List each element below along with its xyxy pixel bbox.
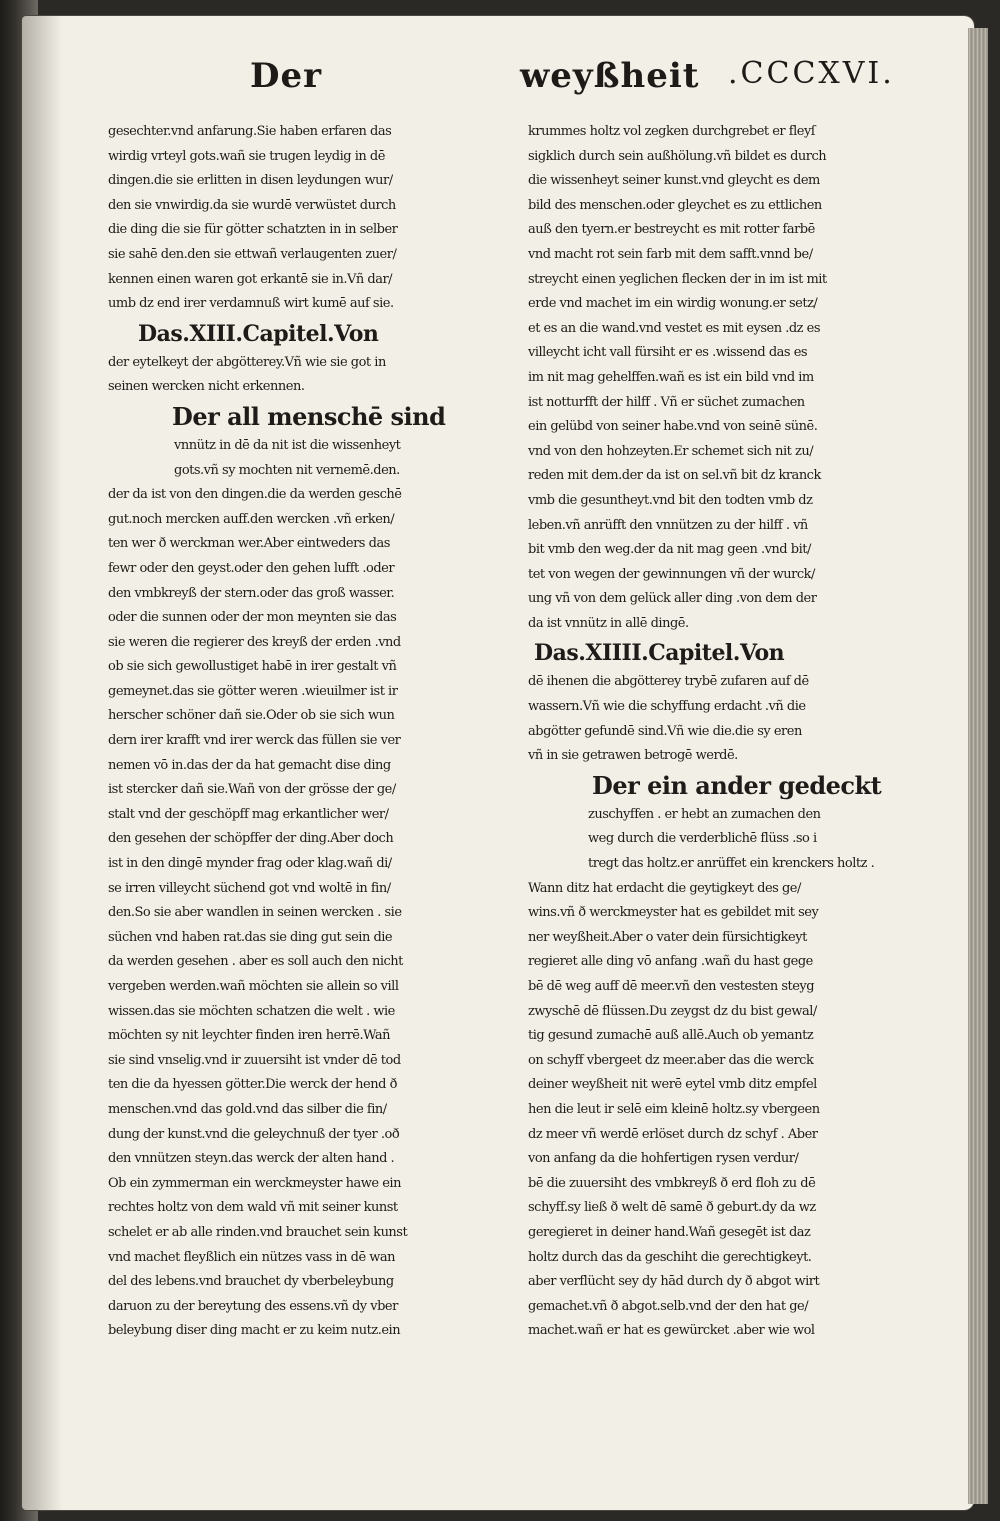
chapter-opening-xiiii: Der ein ander gedeckt <box>592 770 882 800</box>
left-text-block-a <box>108 120 460 317</box>
text-line: weg durch die verderblichē flüss .so i <box>588 831 817 847</box>
text-line: den gesehen der schöpffer der ding.Aber doch <box>108 831 394 847</box>
text-line: ein gelübd von seiner habe.vnd von seinē sünē. <box>528 419 818 435</box>
text-line: da werden gesehen . aber es soll auch den nicht <box>108 954 403 970</box>
text-line: vnd machet fleyßlich ein nützes vass in dē wan <box>108 1249 396 1265</box>
text-line: zuschyffen . er hebt an zumachen den <box>588 806 821 822</box>
text-line: von anfang da die hohfertigen rysen verdur/ <box>528 1151 799 1167</box>
text-line: holtz durch das da geschiht die gerechtigkeyt. <box>528 1249 812 1265</box>
text-line: geregieret in deiner hand.Wañ gesegēt ist daz <box>528 1224 811 1240</box>
text-line: ner weyßheit.Aber o vater dein fürsichtigkeyt <box>528 929 807 945</box>
right-text-block-c <box>528 803 874 877</box>
text-line: sie sind vnselig.vnd ir zuuersiht ist vnder dē tod <box>108 1052 401 1068</box>
text-line: vnnütz in dē da nit ist die wissenheyt <box>174 437 401 453</box>
text-line: bē die zuuersiht des vmbkreyß ð erd floh zu dē <box>528 1175 816 1191</box>
text-line: machet.wañ er hat es gewürcket .aber wie wol <box>528 1323 815 1339</box>
text-line: Wann ditz hat erdacht die geytigkeyt des ge/ <box>528 880 801 896</box>
text-line: hen die leut ir selē eim kleinē holtz.sy vbergeen <box>528 1101 820 1117</box>
left-text-block-c <box>108 434 460 483</box>
right-column <box>528 120 882 1344</box>
page-fore-edge <box>968 28 988 1504</box>
text-line: tet von wegen der gewinnungen vñ der wurck/ <box>528 566 815 582</box>
text-line: den.So sie aber wandlen in seinen wercken . sie <box>108 905 402 921</box>
text-line: deiner weyßheit nit werē eytel vmb ditz empfel <box>528 1077 817 1093</box>
text-line: schelet er ab alle rinden.vnd brauchet sein kunst <box>108 1224 408 1240</box>
text-line: del des lebens.vnd brauchet dy vberbeleybung <box>108 1274 394 1290</box>
chapter-opening-xiii: Der all menschē sind <box>172 401 446 431</box>
text-line: vergeben werden.wañ möchten sie allein so vill <box>108 979 399 994</box>
text-line: gemeynet.das sie götter weren .wieuilmer ist ir <box>108 683 398 699</box>
text-line: vmb die gesuntheyt.vnd bit den todten vmb dz <box>528 492 813 508</box>
text-line: im nit mag gehelffen.wañ es ist ein bild vnd im <box>528 369 814 385</box>
text-line: dung der kunst.vnd die geleychnuß der tyer .oð <box>108 1126 400 1142</box>
text-line: sie sahē den.den sie ettwañ verlaugenten zuer/ <box>108 246 397 262</box>
running-head-left: Der <box>250 56 323 96</box>
text-line: reden mit dem.der da ist on sel.vñ bit dz kranck <box>528 468 821 484</box>
text-line: ung vñ von dem gelück aller ding .von dem der <box>528 591 817 607</box>
left-text-block-d <box>108 483 460 1344</box>
chapter-summary-xiii <box>108 351 460 400</box>
text-line: möchten sy nit leychter finden iren herrē.Wañ <box>108 1028 390 1044</box>
text-line: oder die sunnen oder der mon meynten sie das <box>108 610 397 626</box>
text-line: ist in den dingē mynder frag oder klag.wañ di/ <box>108 856 392 872</box>
text-line: ten wer ð werckman wer.Aber eintweders das <box>108 536 390 552</box>
text-line: bild des menschen.oder gleychet es zu ettlichen <box>528 197 822 213</box>
folio-number: .CCCXVI. <box>728 56 895 91</box>
text-line: gesechter.vnd anfarung.Sie haben erfaren das <box>108 124 392 139</box>
gutter-shadow <box>22 16 62 1510</box>
text-line: bē dē weg auff dē meer.vñ den vestesten steyg <box>528 979 815 994</box>
text-line: seinen wercken nicht erkennen. <box>108 379 305 395</box>
text-line: gemachet.vñ ð abgot.selb.vnd der den hat ge/ <box>528 1298 809 1314</box>
text-line: dern irer krafft vnd irer werck das füllen sie ver <box>108 733 401 749</box>
text-line: wassern.Vñ wie die schyffung erdacht .vñ die <box>528 699 806 715</box>
text-line: tig gesund zumachē auß allē.Auch ob yemantz <box>528 1028 814 1044</box>
text-line: sie weren die regierer des kreyß der erden .vnd <box>108 634 401 650</box>
text-line: aber verflücht sey dy hād durch dy ð abgot wirt <box>528 1274 820 1290</box>
text-line: schyff.sy ließ ð welt dē samē ð geburt.dy da wz <box>528 1200 816 1216</box>
text-line: krummes holtz vol zegken durchgrebet er fleyſ <box>528 124 816 139</box>
left-column <box>108 120 460 1344</box>
text-line: den vnnützen steyn.das werck der alten hand . <box>108 1151 395 1167</box>
text-line: et es an die wand.vnd vestet es mit eysen .dz es <box>528 320 821 336</box>
text-line: vnd von den hohzeyten.Er schemet sich nit zu/ <box>528 443 814 459</box>
text-line: regieret alle ding vō anfang .wañ du hast gege <box>528 954 813 970</box>
text-line: Ob ein zymmerman ein werckmeyster hawe ein <box>108 1175 401 1191</box>
text-line: nemen vō in.das der da hat gemacht dise ding <box>108 757 391 773</box>
text-line: den sie vnwirdig.da sie wurdē verwüstet durch <box>108 197 396 213</box>
text-line: ist notturfft der hilff . Vñ er süchet zumachen <box>528 394 805 410</box>
text-line: den vmbkreyß der stern.oder das groß wasser. <box>108 585 395 601</box>
text-line: gut.noch mercken auff.den wercken .vñ erken/ <box>108 511 395 527</box>
text-line: wissen.das sie möchten schatzen die welt . wie <box>108 1003 395 1019</box>
text-line: die ding die sie für götter schatzten in in selber <box>108 222 398 238</box>
text-line: wins.vñ ð werckmeyster hat es gebildet mit sey <box>528 905 819 921</box>
text-line: süchen vnd haben rat.das sie ding gut sein die <box>108 929 393 945</box>
text-line: dz meer vñ werdē erlöset durch dz schyf . Aber <box>528 1126 818 1142</box>
text-line: dingen.die sie erlitten in disen leydungen wur/ <box>108 173 393 189</box>
text-line: die wissenheyt seiner kunst.vnd gleycht es dem <box>528 173 820 189</box>
text-line: gots.vñ sy mochten nit vernemē.den. <box>174 462 400 478</box>
text-line: wirdig vrteyl gots.wañ sie trugen leydig in dē <box>108 148 385 164</box>
text-line: ob sie sich gewollustiget habē in irer gestalt vñ <box>108 659 397 675</box>
text-line: der eytelkeyt der abgötterey.Vñ wie sie got in <box>108 354 386 370</box>
text-line: der da ist von den dingen.die da werden geschē <box>108 487 402 503</box>
text-line: sigklich durch sein außhölung.vñ bildet es durch <box>528 148 827 164</box>
text-line: herscher schöner dañ sie.Oder ob sie sich wun <box>108 708 395 724</box>
right-text-block-d <box>528 877 874 1344</box>
text-line: daruon zu der bereytung des essens.vñ dy vber <box>108 1298 398 1314</box>
text-line: erde vnd machet im ein wirdig wonung.er setz/ <box>528 296 818 312</box>
running-head-right: weyßheit <box>520 56 700 96</box>
text-line: ten die da hyessen götter.Die werck der hend ð <box>108 1077 397 1093</box>
text-line: vnd macht rot sein farb mit dem safft.vnnd be/ <box>528 246 813 262</box>
chapter-heading-xiiii: Das.XIIII.Capitel.Von <box>534 640 785 667</box>
chapter-heading-xiii: Das.XIII.Capitel.Von <box>138 320 379 347</box>
text-line: zwyschē dē flüssen.Du zeygst dz du bist gewal/ <box>528 1003 817 1019</box>
text-line: kennen einen waren got erkantē sie in.Vñ dar/ <box>108 271 393 287</box>
text-line: beleybung diser ding macht er zu keim nutz.ein <box>108 1323 401 1339</box>
text-line: se irren villeycht süchend got vnd woltē in fin/ <box>108 880 391 896</box>
chapter-summary-xiiii <box>528 670 874 768</box>
right-text-block-a <box>528 120 874 636</box>
text-line: villeycht icht vall fürsiht er es .wissend das es <box>528 345 808 361</box>
text-line: menschen.vnd das gold.vnd das silber die fin/ <box>108 1101 387 1117</box>
text-line: streycht einen yeglichen flecken der in im ist mit <box>528 271 827 287</box>
text-line: vñ in sie getrawen betrogē werdē. <box>528 748 738 764</box>
text-line: ist stercker dañ sie.Wañ von der grösse der ge/ <box>108 782 396 798</box>
text-line: on schyff vbergeet dz meer.aber das die werck <box>528 1052 814 1068</box>
text-line: stalt vnd der geschöpff mag erkantlicher wer/ <box>108 806 389 822</box>
text-line: umb dz end irer verdamnuß wirt kumē auf sie. <box>108 296 394 312</box>
text-line: abgötter gefundē sind.Vñ wie die.die sy eren <box>528 723 802 739</box>
text-line: da ist vnnütz in allē dingē. <box>528 615 689 631</box>
text-line: fewr oder den geyst.oder den gehen lufft .oder <box>108 560 395 576</box>
text-line: rechtes holtz von dem wald vñ mit seiner kunst <box>108 1200 398 1216</box>
text-line: leben.vñ anrüfft den vnnützen zu der hilff . vñ <box>528 517 808 533</box>
text-line: auß den tyern.er bestreycht es mit rotter farbē <box>528 222 815 238</box>
text-line: tregt das holtz.er anrüffet ein krenckers holtz . <box>588 856 874 872</box>
text-line: dē ihenen die abgötterey trybē zufaren auf dē <box>528 674 809 690</box>
text-line: bit vmb den weg.der da nit mag geen .vnd bit/ <box>528 542 811 558</box>
